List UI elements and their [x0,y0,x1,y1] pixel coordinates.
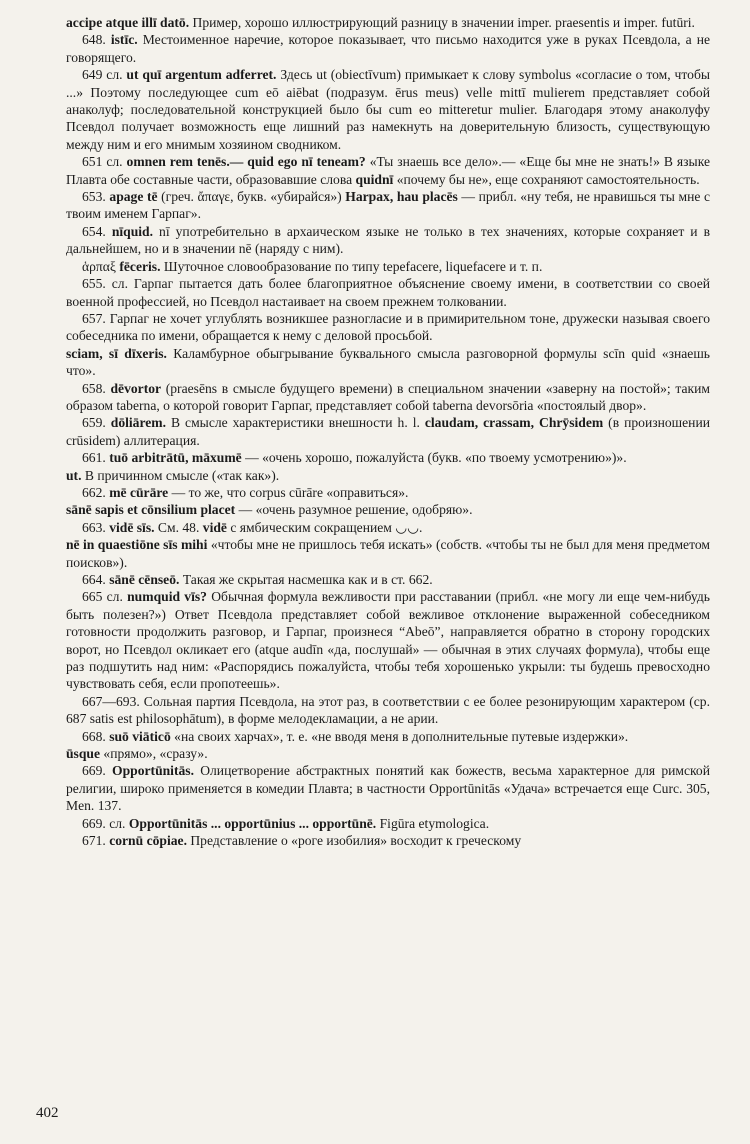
lemma-text: apage tē [109,189,158,205]
commentary-run: 653. [82,189,110,205]
commentary-paragraph [66,832,710,849]
commentary-paragraph [66,223,714,258]
commentary-run: ἁρπαξ [82,258,120,274]
commentary-paragraph [66,501,710,518]
commentary-run: «прямо», «сразу». [100,746,208,762]
lemma-text: Opportūnitās ... opportūnius ... opportūnē. [128,815,377,831]
commentary-run: — «очень разумное решение, одобряю». [235,502,473,518]
commentary-run: 657. Гарпаг не хочет углублять возникшее разногласие и в примирительном тоне, дружески называя своего собеседника по имени, обращается к нему с деловой просьбой. [66,310,714,344]
lemma-text: numquid vīs? [127,589,207,605]
commentary-run: 662. [82,484,110,500]
commentary-paragraph [66,815,710,832]
commentary-run: (греч. ἄπαγε, букв. «убирайся») [157,189,346,205]
commentary-run: Figūra etymologica. [376,815,490,831]
lemma-text: quidnī [355,171,394,187]
commentary-paragraph [66,484,710,501]
commentary-run: 651 сл. [82,154,127,170]
lemma-text: suō viāticō [109,728,171,744]
commentary-run: 667—693. Сольная партия Псевдола, на этот раз, в соответствии с ее более резонирующим характером (ср. 687 satis est philosophātum), в форме мелодекламации, а не арии. [66,693,714,727]
commentary-run: В смысле характеристики внешности h. l. [166,415,425,431]
commentary-paragraph [66,536,714,571]
commentary-run: См. 48. [154,519,203,535]
lemma-text: ut. [66,467,82,483]
commentary-paragraph [66,693,714,728]
commentary-run: 669. сл. [82,815,129,831]
commentary-run: «чтобы мне не пришлось тебя искать» (собств. «чтобы ты не был для меня предметом поисков»). [66,537,714,570]
commentary-paragraph [66,380,714,415]
lemma-text: ūsque [66,746,101,762]
commentary-run: 648. [82,32,111,48]
commentary-paragraph [66,66,714,153]
commentary-paragraph [66,310,714,345]
commentary-run: «почему бы не», еще сохраняют самостоятельность. [393,171,700,187]
commentary-paragraph [66,571,710,588]
commentary-paragraph [66,762,714,814]
lemma-text: mē cūrāre [109,484,169,500]
commentary-run: 649 сл. [82,67,127,83]
lemma-text: nē in quaestiōne sīs mihi [66,537,208,553]
lemma-text: nīquid. [111,223,154,239]
lemma-text: dēvortor [110,380,162,396]
commentary-run: «на своих харчах», т. е. «не вводя меня в дополнительные путевые издержки». [170,728,629,744]
lemma-text: tuō arbitrātū, māxumē [109,450,242,466]
commentary-run: с ямбическим сокращением ◡◡. [226,519,423,535]
commentary-run: Представление о «роге изобилия» восходит к греческому [186,833,522,849]
commentary-run: 654. [82,223,112,239]
commentary-paragraph [66,414,714,449]
lemma-text: sānē sapis et cōnsilium placet [66,502,236,518]
lemma-text: istīc. [110,32,138,48]
commentary-run: 671. [82,833,110,849]
commentary-run: 665 сл. [82,589,128,605]
lemma-text: fēceris. [119,258,161,274]
commentary-run: Пример, хорошо иллюстрирующий разницу в значении imper. praesentis и imper. futūri. [189,15,695,30]
commentary-run: 669. [82,763,113,779]
commentary-run: 668. [82,728,110,744]
commentary-paragraph [66,188,714,223]
lemma-text: claudam, crassam, Chrȳsidem [424,415,604,431]
commentary-paragraph [66,588,714,692]
lemma-text: cornū cōpiae. [109,833,187,849]
commentary-run: 661. [82,450,110,466]
commentary-run: 664. [82,572,110,587]
commentary-paragraph [66,519,710,536]
lemma-text: dōliārem. [110,415,167,431]
commentary-run: 658. [82,380,111,396]
commentary-run: Олицетворение абстрактных понятий как божеств, весьма характерное для римской религии, широко применяется в комедии Плавта; в частности Opportūnitās «Удача» встречается еще Curc. 305, Men. 137. [66,763,714,814]
commentary-paragraph [66,31,714,66]
commentary-paragraph [66,258,710,275]
commentary-run: 659. [82,415,111,431]
commentary-paragraph [66,275,714,310]
commentary-run: (в произношении crūsidem) аллитерация. [66,415,714,448]
lemma-text: vidē sīs. [109,519,155,535]
commentary-run: 655. сл. Гарпаг пытается дать более благоприятное объяснение своему имени, в соответствии со своей военной профессией, но Псевдол настаивает на своем прежнем толковании. [66,276,714,309]
lemma-text: Harpax, hau placēs [345,189,458,205]
lemma-text: sānē cēnseō. [109,572,180,587]
commentary-paragraph [66,449,710,466]
lemma-text: Opportūnitās. [112,763,194,779]
lemma-text: omnen rem tenēs.— quid ego nī teneam? [126,154,366,170]
commentary-run: — то же, что corpus cūrāre «оправиться». [168,484,409,500]
lemma-text: vidē [202,519,227,535]
commentary-run: Обычная формула вежливости при расставании (прибл. «не могу ли еще чем-нибудь быть полезен?») Ответ Псевдола представляет собой вежливое отклонение выраженной собеседником готовности продолжить разговор, и Гарпаг, произнеся “Abeō”, направляется обратно в сторону городских ворот, но Псевдол окликает его (atque audīn «да, послушай» — обычная в этих случаях формула), чтобы еще раз подшутить над ним: «Распорядись пожалуйста, чтобы тебя хорошенько укрыли: ты будешь превосходно чувствовать себя, если пропотеешь». [66,589,714,692]
commentary-paragraph [66,14,710,31]
commentary-run: Местоименное наречие, которое показывает, что письмо находится уже в руках Псевдола, а не говорящего. [66,32,714,65]
commentary-run: (praesēns в смысле будущего времени) в специальном значении «заверну на постой»; таким образом taberna, о которой говорит Гарпаг, представляет собой taberna devorsōria «постоялый двор». [66,380,714,413]
commentary-text [66,14,714,850]
commentary-paragraph [66,467,710,484]
commentary-paragraph [66,153,714,188]
lemma-text: sciam, sī dīxeris. [66,345,167,361]
commentary-run: В причинном смысле («так как»). [81,467,280,483]
commentary-paragraph [66,745,710,762]
commentary-run: «Ты знаешь все дело».— «Еще бы мне не знать!» В языке Плавта обе составные части, образовавшие слова [66,154,714,187]
commentary-run: Здесь ut (obiectīvum) примыкает к слову symbolus «согласие о том, чтобы ...» Поэтому последующее cum eō aiēbat (подразум. ērus meus) velle mittī mulierem представляет собой анаколуф; последовательной конструкцией было бы cum eo mitteretur mulier. Благодаря этому анаколуфу Псевдол получает возможность еще лишний раз намекнуть на доверительную близость, существующую между ним и его мнимым хозяином сводником. [66,67,714,152]
commentary-run: Шуточное словообразование по типу tepefacere, liquefacere и т. п. [160,258,543,274]
commentary-run: nī употребительно в архаическом языке не только в тех значениях, которые сохраняет и в дальнейшем, но и в значении nē (наряду с ним). [66,223,714,257]
commentary-run: Такая же скрытая насмешка как и в ст. 662. [179,572,433,587]
lemma-text: accipe atque illī datō. [66,15,190,30]
commentary-paragraph [66,728,710,745]
commentary-run: — прибл. «ну тебя, не нравишься ты мне с твоим именем Гарпаг». [66,189,714,222]
commentary-run: Каламбурное обыгрывание буквального смысла разговорной формулы scīn quid «знаешь что». [66,345,714,379]
lemma-text: ut quī argentum adferret. [126,67,277,83]
commentary-run: 663. [82,519,110,535]
commentary-run: — «очень хорошо, пожалуйста (букв. «по твоему усмотрению»)». [241,450,627,466]
page-number: 402 [36,1105,59,1121]
commentary-paragraph [66,345,714,380]
